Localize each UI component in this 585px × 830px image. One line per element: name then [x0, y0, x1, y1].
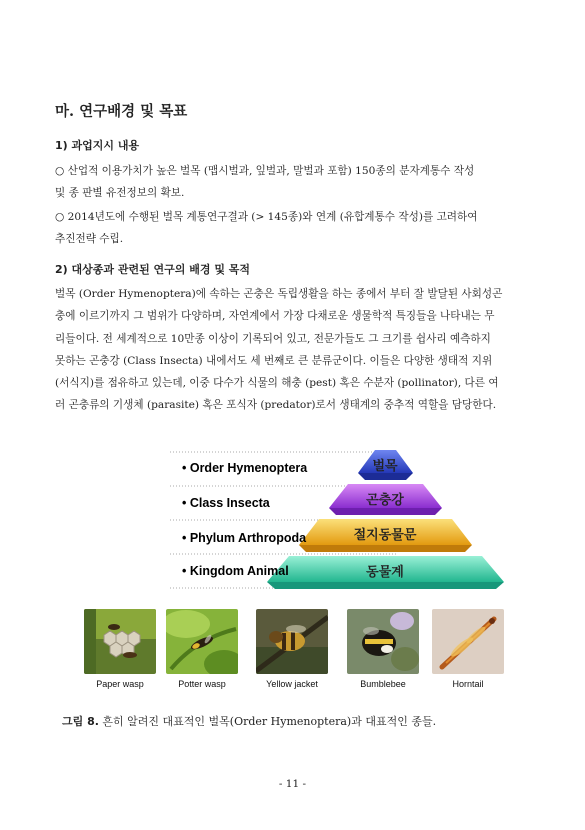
- objective-item-2-line2: 추진전략 수립.: [55, 233, 124, 245]
- pyramid-label-class: • Class Insecta: [182, 496, 270, 510]
- horntail-photo: [432, 609, 504, 674]
- pyramid-tier-phylum-base: [299, 545, 472, 552]
- pyramid-tier-order-base: [358, 473, 413, 480]
- photo-caption: Paper wasp: [96, 679, 144, 689]
- photo-caption: Potter wasp: [178, 679, 226, 689]
- figure-caption: [62, 713, 436, 729]
- taxonomy-pyramid-diagram: [168, 446, 508, 592]
- page-number: - 11 -: [278, 778, 307, 790]
- figure-caption-label: 그림 8.: [62, 715, 99, 728]
- bumblebee-photo: [347, 609, 419, 674]
- pyramid-label-phylum: • Phylum Arthropoda: [182, 531, 307, 545]
- yellow-jacket-photo: [256, 609, 328, 674]
- paragraph-line: 충에 이르기까지 그 범위가 다양하며, 자연계에서 가장 다채로운 생물학적 특징들을 나타내는 무: [55, 310, 495, 323]
- objective-item-1-line2: 및 종 판별 유전정보의 확보.: [55, 187, 185, 199]
- paper-wasp-photo: [84, 609, 156, 674]
- photo-caption: Bumblebee: [360, 679, 406, 689]
- figure-caption-text: 흔히 알려진 대표적인 벌목(Order Hymenoptera)과 대표적인 종들.: [98, 715, 437, 728]
- objective-item-2: [55, 206, 525, 250]
- subsection-2-title: 2) 대상종과 관련된 연구의 배경 및 목적: [55, 263, 251, 276]
- pyramid-label-order: • Order Hymenoptera: [182, 461, 308, 475]
- paragraph-line: (서식지)를 점유하고 있는데, 이중 다수가 식물의 해충 (pest) 혹은 수분자 (pollinator), 다른 여: [55, 377, 499, 390]
- pyramid-korean-phylum: 절지동물문: [353, 528, 417, 543]
- pyramid-korean-class: 곤충강: [366, 493, 404, 508]
- pyramid-tier-kingdom-base: [267, 582, 504, 589]
- potter-wasp-photo: [166, 609, 238, 674]
- paragraph-line: 벌목 (Order Hymenoptera)에 속하는 곤충은 독립생활을 하는 종에서 부터 잘 발달된 사회성곤: [55, 288, 503, 300]
- pyramid-label-kingdom: • Kingdom Animal: [182, 564, 289, 578]
- objective-item-1-line1: ○ 산업적 이용가치가 높은 벌목 (맵시벌과, 잎벌과, 말벌과 포함) 150종의 분자계통수 작성: [55, 165, 475, 177]
- photo-caption: Yellow jacket: [266, 679, 318, 689]
- pyramid-tier-class-base: [329, 508, 442, 515]
- pyramid-korean-order: 벌목: [372, 459, 398, 474]
- background-paragraph: [55, 283, 531, 417]
- paragraph-line: 리들이다. 전 세계적으로 10만종 이상이 기록되어 있고, 전문가들도 그 크기를 쉽사리 예측하지: [55, 332, 491, 345]
- paragraph-line: 러 곤충류의 기생체 (parasite) 혹은 포식자 (predator)로서 생태계의 중추적 역할을 담당한다.: [55, 399, 497, 412]
- pyramid-korean-kingdom: 동물계: [366, 565, 404, 580]
- objective-item-2-line1: ○ 2014년도에 수행된 벌목 계통연구결과 (> 145종)와 연계 (유합계통수 작성)를 고려하여: [55, 211, 478, 223]
- section-title: 마. 연구배경 및 목표: [55, 103, 188, 120]
- photo-caption: Horntail: [452, 679, 484, 689]
- subsection-1-title: 1) 과업지시 내용: [55, 139, 140, 152]
- paragraph-line: 못하는 곤충강 (Class Insecta) 내에서도 세 번째로 큰 분류군이다. 이들은 다양한 생태적 지위: [55, 354, 493, 367]
- objective-item-1: [55, 160, 525, 204]
